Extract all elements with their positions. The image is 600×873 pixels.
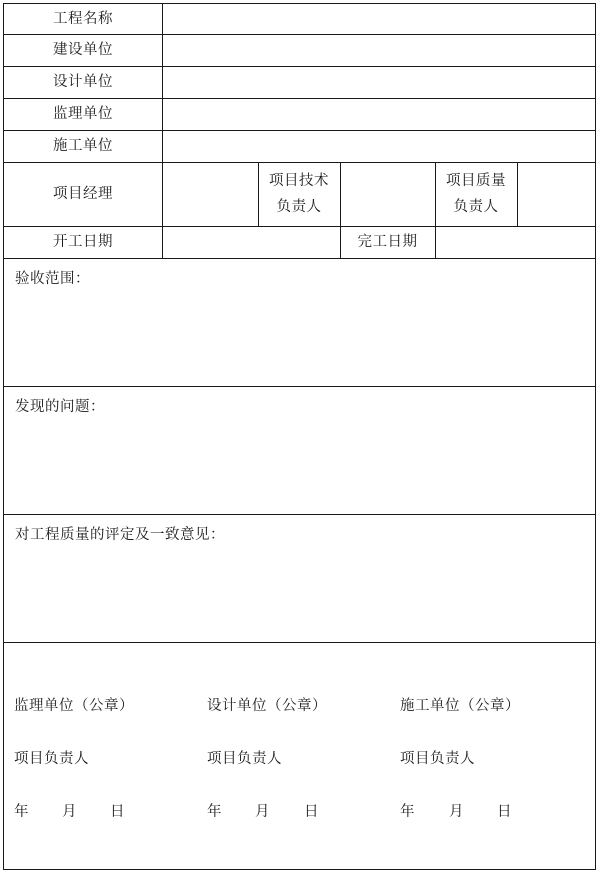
start-date-label: 开工日期: [53, 234, 113, 250]
row-divider: [4, 642, 595, 643]
tech-lead-line2: 负责人: [276, 199, 322, 215]
sig1-month: 月: [62, 804, 77, 820]
construction-unit-label: 建设单位: [53, 42, 113, 58]
project-manager-label: 项目经理: [53, 186, 113, 202]
quality-lead-label: [435, 162, 517, 226]
builder-unit-label: 施工单位: [53, 138, 113, 154]
scope-label: 验收范围：: [15, 271, 90, 287]
opinion-label: 对工程质量的评定及一致意见：: [15, 527, 225, 543]
sig3-person: 项目负责人: [400, 751, 475, 767]
sig2-unit: 设计单位（公章）: [207, 698, 327, 714]
sig1-day: 日: [110, 804, 125, 820]
finish-date-label: 完工日期: [357, 234, 418, 250]
sig3-unit: 施工单位（公章）: [400, 698, 520, 714]
sig1-unit: 监理单位（公章）: [14, 698, 134, 714]
sig3-year: 年: [400, 804, 415, 820]
supervision-unit-label: 监理单位: [53, 106, 113, 122]
sig1-year: 年: [14, 804, 29, 820]
sig3-month: 月: [449, 804, 464, 820]
row-divider: [4, 258, 595, 259]
column-divider: [162, 4, 163, 258]
sig2-day: 日: [304, 804, 319, 820]
quality-lead-line2: 负责人: [453, 199, 499, 215]
sig1-person: 项目负责人: [14, 751, 89, 767]
row-divider: [4, 514, 595, 515]
sig2-person: 项目负责人: [207, 751, 282, 767]
row-divider: [4, 386, 595, 387]
sig2-month: 月: [255, 804, 270, 820]
tech-lead-line1: 项目技术: [269, 173, 329, 189]
quality-lead-line1: 项目质量: [446, 173, 506, 189]
sig2-year: 年: [207, 804, 222, 820]
issues-label: 发现的问题：: [15, 399, 105, 415]
project-name-label: 工程名称: [53, 11, 113, 27]
design-unit-label: 设计单位: [53, 74, 113, 90]
column-divider: [517, 162, 518, 226]
tech-lead-label: [258, 162, 340, 226]
acceptance-form: [3, 3, 596, 870]
sig3-day: 日: [497, 804, 512, 820]
